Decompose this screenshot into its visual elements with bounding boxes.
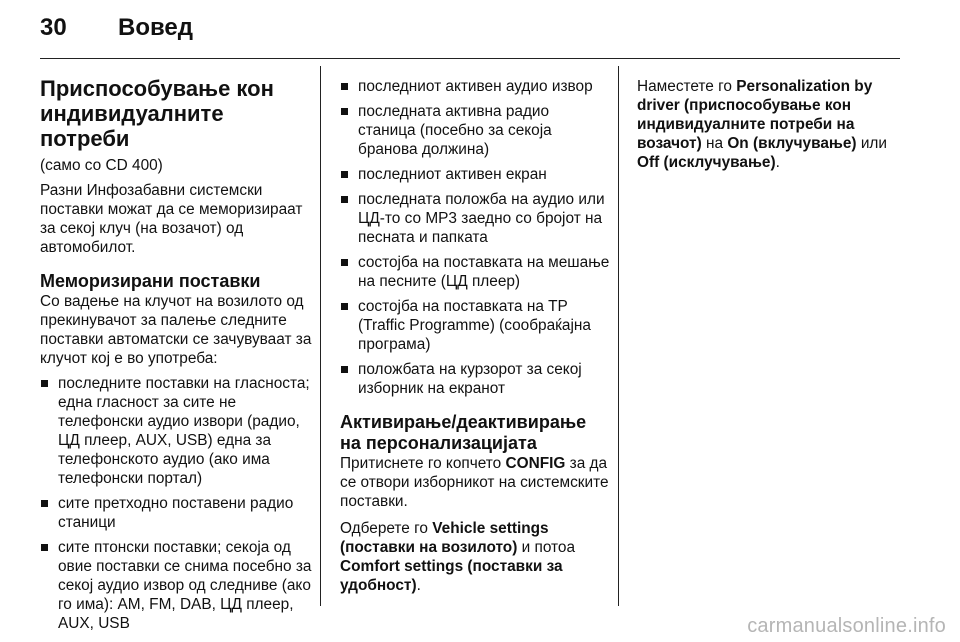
list-item: последните поставки на гласноста; една гласност за сите не телефонски аудио извори (радио, ЦД плеер, AUX, USB) една за телефонското аудио (ако има телефонски портал) xyxy=(40,374,312,488)
activation-heading: Активирање/деактивирање на персонализацијата xyxy=(340,412,587,453)
stored-settings-list-continued xyxy=(340,77,610,398)
on-label: On (вклучување) xyxy=(727,135,857,152)
column-3 xyxy=(637,68,900,180)
vehicle-settings-paragraph: Одберете го Vehicle settings (поставки на возилото) и потоа Comfort settings (поставки за удобност). xyxy=(340,520,576,594)
list-item: положбата на курзорот за секој изборник на екранот xyxy=(340,360,610,398)
config-button-label: CONFIG xyxy=(505,455,566,472)
intro-paragraph: Разни Инфозабавни системски поставки можат да се меморизираат за секој клуч (на возачот) од автомобилот. xyxy=(40,182,303,256)
list-item: последната положба на аудио или ЦД-то со MP3 заедно со бројот на песната и папката xyxy=(340,190,610,247)
personalization-label: Personalization by driver (приспособување кон индивидуалните потреби на возачот) xyxy=(637,78,873,152)
off-label: Off (исклучување) xyxy=(637,154,776,171)
stored-settings-paragraph: Со вадење на клучот на возилото од прекинувачот за палење следните поставки автоматски се зачувуваат за клучот кој е во употреба: xyxy=(40,293,312,367)
list-item: последната активна радио станица (посебно за секоја бранова должина) xyxy=(340,102,610,159)
column-1 xyxy=(40,68,312,639)
availability-note: (само со CD 400) xyxy=(40,157,163,174)
stored-settings-heading: Меморизирани поставки xyxy=(40,271,261,291)
column-divider-2 xyxy=(618,66,619,606)
personalization-paragraph: Наместете го Personalization by driver (приспособување кон индивидуалните потреби на возачот) на On (вклучување) или Off (исклучување). xyxy=(637,78,887,171)
list-item: сите птонски поставки; секоја од овие поставки се снима посебно за секој аудио извор од следниве (ако го има): AM, FM, DAB, ЦД плеер, AUX, USB xyxy=(40,538,312,633)
list-item: состојба на поставката на мешање на песните (ЦД плеер) xyxy=(340,253,610,291)
list-item: сите претходно поставени радио станици xyxy=(40,494,312,532)
page-number: 30 xyxy=(40,14,67,41)
section-title: Приспособување кон индивидуалните потреби xyxy=(40,76,274,151)
config-paragraph: Притиснете го копчето CONFIG за да се отвори изборникот на системските поставки. xyxy=(340,455,609,510)
header-divider xyxy=(40,58,900,59)
list-item: последниот активен аудио извор xyxy=(340,77,610,96)
list-item: состојба на поставката на TP (Traffic Programme) (сообраќајна програма) xyxy=(340,297,610,354)
section-header: Вовед xyxy=(118,14,194,41)
comfort-settings-label: Comfort settings (поставки за удобност) xyxy=(340,558,563,594)
column-2 xyxy=(340,68,610,603)
column-divider-1 xyxy=(320,66,321,606)
list-item: последниот активен екран xyxy=(340,165,610,184)
vehicle-settings-label: Vehicle settings (поставки на возилото) xyxy=(340,520,549,556)
stored-settings-list xyxy=(40,374,312,633)
watermark: carmanualsonline.info xyxy=(747,615,946,637)
